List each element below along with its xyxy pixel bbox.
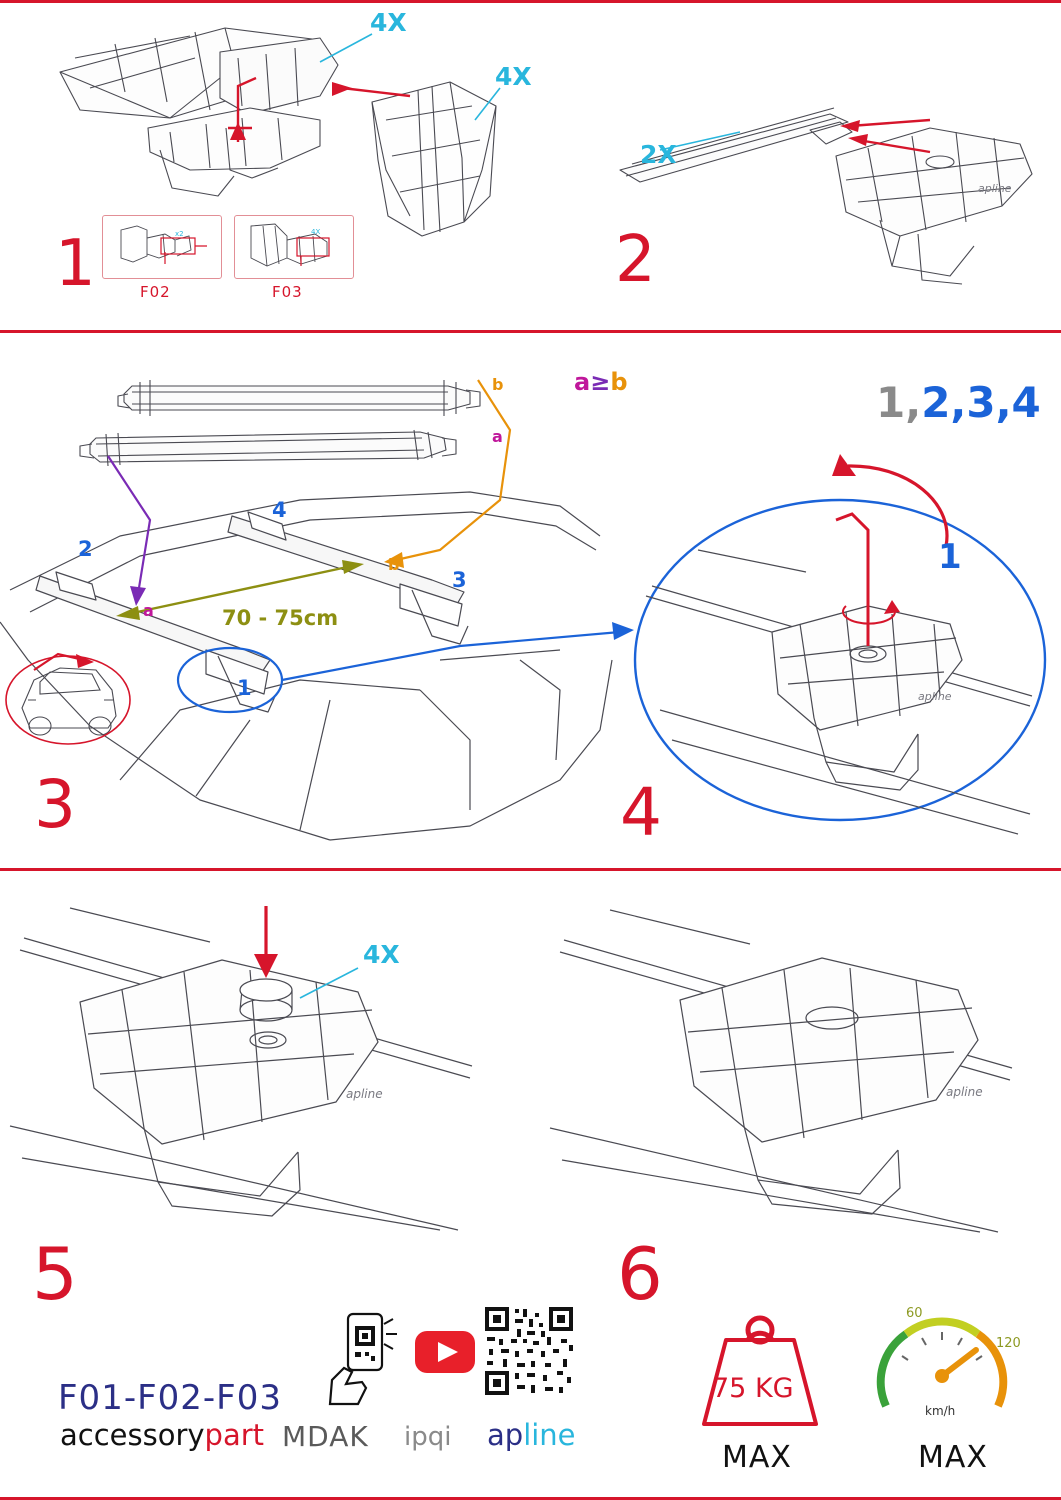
product-code: F01-F02-F03 (58, 1378, 282, 1418)
brand-apline-part1: ap (487, 1418, 524, 1452)
quantity-label-4x-cap: 4X (363, 940, 400, 969)
tighten-sequence (876, 378, 1041, 427)
gauge-min-label: 60 (906, 1306, 923, 1321)
svg-text:apline: apline (946, 1085, 983, 1099)
position-marker-3: 3 (452, 568, 467, 592)
max-speed-label: MAX (918, 1440, 988, 1475)
part-code-f02: F02 (140, 283, 171, 301)
brand-mdak: MDAK (282, 1420, 369, 1453)
quantity-label-4x-a: 4X (370, 8, 407, 37)
step-number-1: 1 (55, 227, 96, 301)
position-marker-4: 4 (272, 498, 287, 522)
part-code-f03: F03 (272, 283, 303, 301)
step-number-3: 3 (34, 766, 76, 843)
relation-symbol: ≥ (590, 368, 611, 396)
part-detail-box-f02 (102, 215, 222, 279)
max-weight-label: MAX (722, 1440, 792, 1475)
max-weight-value: 75 KG (712, 1373, 794, 1404)
qr-code-icon[interactable] (483, 1305, 575, 1397)
youtube-icon[interactable] (414, 1330, 476, 1374)
svg-text:apline: apline (918, 690, 952, 703)
brand-ipqi: ipqi (404, 1422, 452, 1452)
gauge-unit-label: km/h (925, 1404, 956, 1418)
distance-label: 70 - 75cm (222, 606, 339, 630)
position-marker-1: 1 (237, 676, 252, 700)
bar-label-b-top: b (492, 375, 504, 394)
brand-accessorypart-part2: part (204, 1418, 265, 1452)
divider-top (0, 0, 1061, 3)
relation-a: a (574, 368, 591, 396)
svg-text:apline: apline (346, 1087, 383, 1101)
step-number-6: 6 (617, 1232, 663, 1316)
step-5-illustration (10, 890, 510, 1230)
svg-text:4X: 4X (311, 228, 321, 236)
divider-row1 (0, 330, 1061, 333)
step-number-5: 5 (32, 1232, 78, 1316)
brand-accessorypart (60, 1418, 264, 1452)
sequence-first: 1, (876, 378, 922, 427)
sequence-rest: 2,3,4 (921, 378, 1041, 427)
brand-accessorypart-part1: accessory (60, 1418, 205, 1452)
divider-row2 (0, 868, 1061, 871)
step-5-result-illustration (540, 890, 1040, 1230)
svg-text:x2: x2 (175, 230, 184, 238)
bar-label-a-top: a (492, 427, 503, 446)
step-number-2: 2 (615, 223, 656, 297)
quantity-label-2x: 2X (640, 140, 677, 169)
tighten-callout-1: 1 (938, 537, 962, 577)
gauge-max-label: 120 (996, 1336, 1021, 1351)
quantity-label-4x-b: 4X (495, 62, 532, 91)
brand-apline (487, 1418, 576, 1452)
bar-label-a-car: a (143, 601, 154, 620)
step-4-illustration (600, 410, 1060, 850)
step-2-illustration (600, 70, 1050, 300)
brand-apline-part2: line (523, 1418, 576, 1452)
phone-scan-icon (322, 1312, 398, 1408)
position-marker-2: 2 (78, 537, 93, 561)
bar-label-b-car: b (388, 555, 400, 574)
relation-b: b (610, 368, 628, 396)
part-detail-box-f03 (234, 215, 354, 279)
svg-text:apline: apline (978, 182, 1012, 195)
relation-expression (574, 368, 628, 396)
max-weight-icon (690, 1300, 830, 1432)
step-number-4: 4 (620, 774, 662, 851)
